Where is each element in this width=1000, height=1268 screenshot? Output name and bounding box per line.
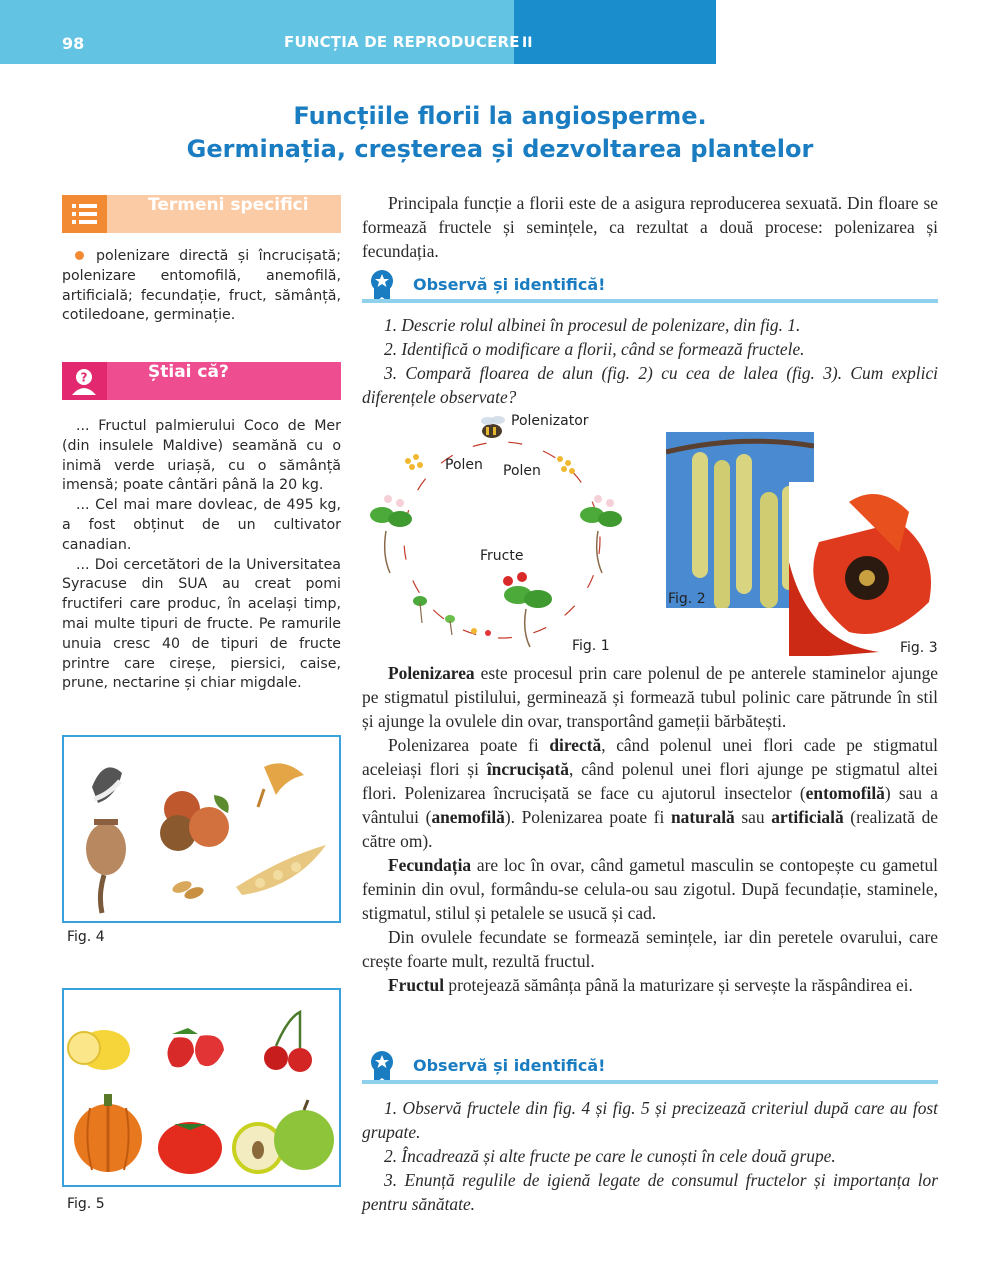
task-item: 2. Identifică o modificare a florii, când se formează fructele. bbox=[384, 339, 805, 359]
fleshy-fruits-illustration bbox=[64, 990, 339, 1185]
plant-right bbox=[580, 495, 622, 573]
fruits-label: Fructe bbox=[480, 548, 524, 564]
observe-tasks-1 bbox=[362, 313, 938, 409]
observe-identify-heading: Observă și identifică! bbox=[413, 1056, 606, 1075]
paragraph-seeds: Din ovulele fecundate se formează semințele, iar din peretele ovarului, care crește foarte mult, rezultă fructul. bbox=[362, 927, 938, 971]
terms-box-text bbox=[62, 247, 341, 326]
dry-fruits-illustration bbox=[64, 737, 339, 921]
terms-box-heading: Termeni specifici bbox=[148, 195, 309, 215]
pollination-cycle-diagram bbox=[362, 405, 652, 660]
figure-2-caption: Fig. 2 bbox=[668, 591, 706, 607]
star-badge-icon bbox=[370, 269, 394, 303]
chapter-title: FUNCȚIA DE REPRODUCERE bbox=[284, 33, 520, 51]
did-you-know-header bbox=[62, 362, 341, 400]
title-line-1: Funcțiile florii la angiosperme. bbox=[293, 102, 707, 130]
task-item: 1. Observă fructele din fig. 4 și fig. 5 și precizează criteriul după care au fost grupate. bbox=[362, 1098, 938, 1142]
figure-4-caption: Fig. 4 bbox=[67, 929, 105, 945]
header-bar-accent bbox=[514, 0, 716, 64]
observe-identify-heading: Observă și identifică! bbox=[413, 275, 606, 294]
task-item: 3. Compară floarea de alun (fig. 2) cu cea de lalea (fig. 3). Cum explici diferențele observate? bbox=[362, 363, 938, 407]
pollen-label-left: Polen bbox=[445, 457, 483, 473]
paragraph-fertilization: Fecundația are loc în ovar, când gametul masculin se contopește cu gametul feminin din ovul, formându-se celula-ou sau zigotul. După fecundație, staminele, stigmatul, stilul și petalele se usucă și cad. bbox=[362, 855, 938, 923]
observe-identify-section-1 bbox=[362, 269, 938, 307]
main-text bbox=[362, 661, 938, 997]
task-item: 1. Descrie rolul albinei în procesul de polenizare, din fig. 1. bbox=[384, 315, 801, 335]
figure-1-pollination-cycle bbox=[362, 405, 652, 660]
did-you-know-text bbox=[62, 417, 341, 694]
section-divider bbox=[362, 1080, 938, 1084]
paragraph-pollination: Polenizarea este procesul prin care polenul de pe anterele staminelor ajunge pe stigmatul pistilului, germinează și formează tubul polinic care pătrunde în stil și ajunge la ovulele din ovar, transportând gameții bărbătești. bbox=[362, 663, 938, 731]
did-you-know-heading: Știai că? bbox=[148, 362, 229, 382]
task-item: 3. Enunță regulile de igienă legate de consumul fructelor și importanța lor pentru sănătate. bbox=[362, 1170, 938, 1214]
section-divider bbox=[362, 299, 938, 303]
intro-paragraph: Principala funcție a florii este de a asigura reproducerea sexuată. Din floare se formează fructele și semințele, ca rezultat a două procese: polenizarea și fecundația. bbox=[362, 193, 938, 261]
figure-1-caption: Fig. 1 bbox=[572, 638, 610, 654]
unit-number: II bbox=[522, 35, 533, 51]
figure-4-dry-fruits bbox=[62, 735, 341, 923]
pollinator-label: Polenizator bbox=[511, 413, 589, 429]
header-bar bbox=[0, 0, 716, 64]
observe-tasks-2 bbox=[362, 1096, 938, 1216]
page-title bbox=[0, 100, 1000, 166]
terms-box-header bbox=[62, 195, 341, 233]
figure-3-caption: Fig. 3 bbox=[900, 640, 938, 656]
page-number: 98 bbox=[62, 34, 85, 53]
figure-5-caption: Fig. 5 bbox=[67, 1196, 105, 1212]
pollen-label-right: Polen bbox=[503, 463, 541, 479]
fact-paragraph: ... Doi cercetători de la Universitatea Syracuse din SUA au creat pomi fructiferi care produc, în același timp, mai multe tipuri de fructe. Pe ramurile unuia cresc 40 de tipuri de fructe printre care cireșe, piersici, caise, prune, nectarine și chiar migdale. bbox=[62, 556, 341, 692]
observe-identify-section-2 bbox=[362, 1050, 938, 1088]
paragraph-fruit: Fructul protejează sămânța până la maturizare și servește la răspândirea ei. bbox=[388, 975, 913, 995]
plant-left bbox=[370, 495, 412, 573]
bullet-dot-icon bbox=[75, 251, 84, 260]
terms-list: polenizare directă și încrucișată; polenizare entomofilă, anemofilă, artificială; fecundație, fruct, sămânță, cotiledoane, germinație. bbox=[62, 248, 341, 324]
fact-paragraph: ... Cel mai mare dovleac, de 495 kg, a fost obținut de un cultivator canadian. bbox=[62, 497, 341, 553]
figure-5-fleshy-fruits bbox=[62, 988, 341, 1187]
figure-3-tulip-photo bbox=[789, 482, 938, 656]
title-line-2: Germinația, creșterea și dezvoltarea plantelor bbox=[186, 135, 814, 163]
svg-text:?: ? bbox=[80, 370, 88, 385]
plant-fruiting bbox=[503, 572, 552, 647]
star-badge-icon bbox=[370, 1050, 394, 1084]
paragraph-pollination-types: Polenizarea poate fi directă, când polenul unei flori cade pe stigmatul aceleiași flori și încrucișată, când polenul unei flori ajunge pe stigmatul altei flori. Polenizarea încrucișată se face cu ajutorul insectelor (entomofilă) sau a vântului (anemofilă). Polenizarea poate fi naturală sau artificială (realizată de către om). bbox=[362, 735, 939, 851]
fact-paragraph: ... Fructul palmierului Coco de Mer (din insulele Maldive) seamănă cu o inimă verde uriașă, cu o sămânță imensă; poate cântări până la 20 kg. bbox=[62, 418, 341, 494]
task-item: 2. Încadrează și alte fructe pe care le cunoști în cele două grupe. bbox=[384, 1146, 836, 1166]
